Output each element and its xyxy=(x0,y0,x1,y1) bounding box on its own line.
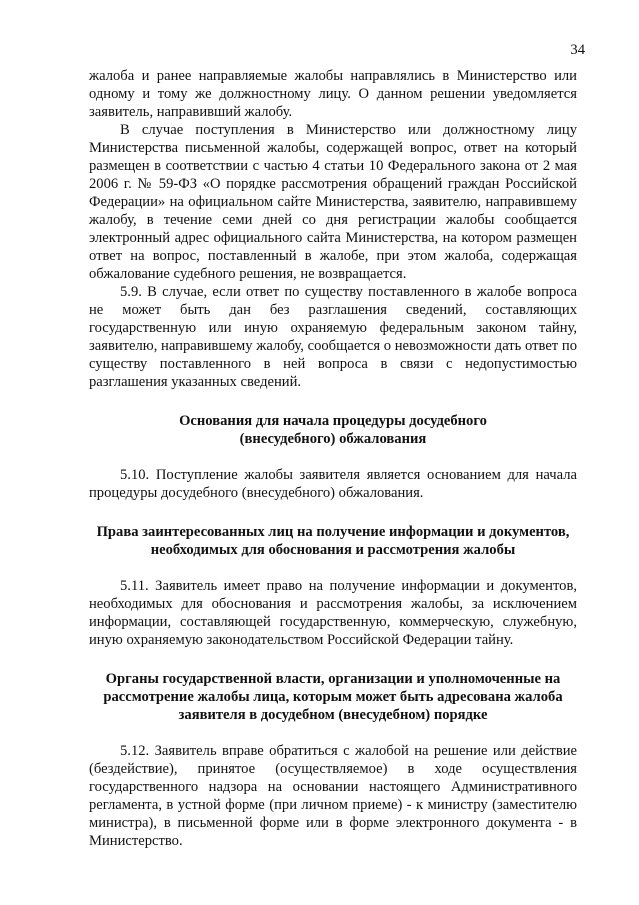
paragraph-5-10: 5.10. Поступление жалобы заявителя является основанием для начала процедуры досудебного (внесудебного) обжалования. xyxy=(89,467,577,501)
spacer xyxy=(89,559,577,577)
paragraph-5-9: 5.9. В случае, если ответ по существу поставленного в жалобе вопроса не может быть дан без разглашения сведений, составляющих государственную или иную охраняемую федеральным законом тайну, заявителю, направившему жалобу, сообщается о невозможности дать ответ по существу поставленного в ней вопроса в связи с недопустимостью разглашения указанных сведений. xyxy=(89,284,577,390)
paragraph-continuation: жалоба и ранее направляемые жалобы направлялись в Министерство или одному и тому же должностному лицу. О данном решении уведомляется заявитель, направивший жалобу. xyxy=(89,68,577,120)
spacer xyxy=(89,448,577,466)
spacer xyxy=(89,391,577,412)
paragraph-5-12: 5.12. Заявитель вправе обратиться с жалобой на решение или действие (бездействие), принятое (осуществляемое) в ходе осуществления государственного надзора на основании настоящего Административного регламента, в устной форме (при личном приеме) - к министру (заместителю министра), в письменной форме или в форме электронного документа - в Министерство. xyxy=(89,743,577,849)
page-number: 34 xyxy=(570,42,585,58)
page-content xyxy=(89,67,577,850)
spacer xyxy=(89,649,577,670)
spacer xyxy=(89,724,577,742)
paragraph-official-site: В случае поступления в Министерство или должностному лицу Министерства письменной жалобы, содержащей вопрос, ответ на который размещен в соответствии с частью 4 статьи 10 Федерального закона от 2 мая 2006 г. № 59-ФЗ «О порядке рассмотрения обращений граждан Российской Федерации» на официальном сайте Министерства, заявителю, направившему жалобу, в течение семи дней со дня регистрации жалобы сообщается электронный адрес официального сайта Министерства, на котором размещен ответ на вопрос, поставленный в жалобе, при этом жалоба, содержащая обжалование судебного решения, не возвращается. xyxy=(89,122,577,282)
section-heading-authorities: Органы государственной власти, организации и уполномоченные на рассмотрение жалобы лица, которым может быть адресована жалоба заявителя в досудебном (внесудебном) порядке xyxy=(103,671,563,723)
section-heading-rights: Права заинтересованных лиц на получение информации и документов, необходимых для обоснования и рассмотрения жалобы xyxy=(96,524,570,558)
spacer xyxy=(89,502,577,523)
section-heading-grounds: Основания для начала процедуры досудебного (внесудебного) обжалования xyxy=(179,413,487,447)
paragraph-5-11: 5.11. Заявитель имеет право на получение информации и документов, необходимых для обоснования и рассмотрения жалобы, за исключением информации, составляющей государственную, коммерческую, служебную, иную охраняемую законодательством Российской Федерации тайну. xyxy=(89,578,577,648)
